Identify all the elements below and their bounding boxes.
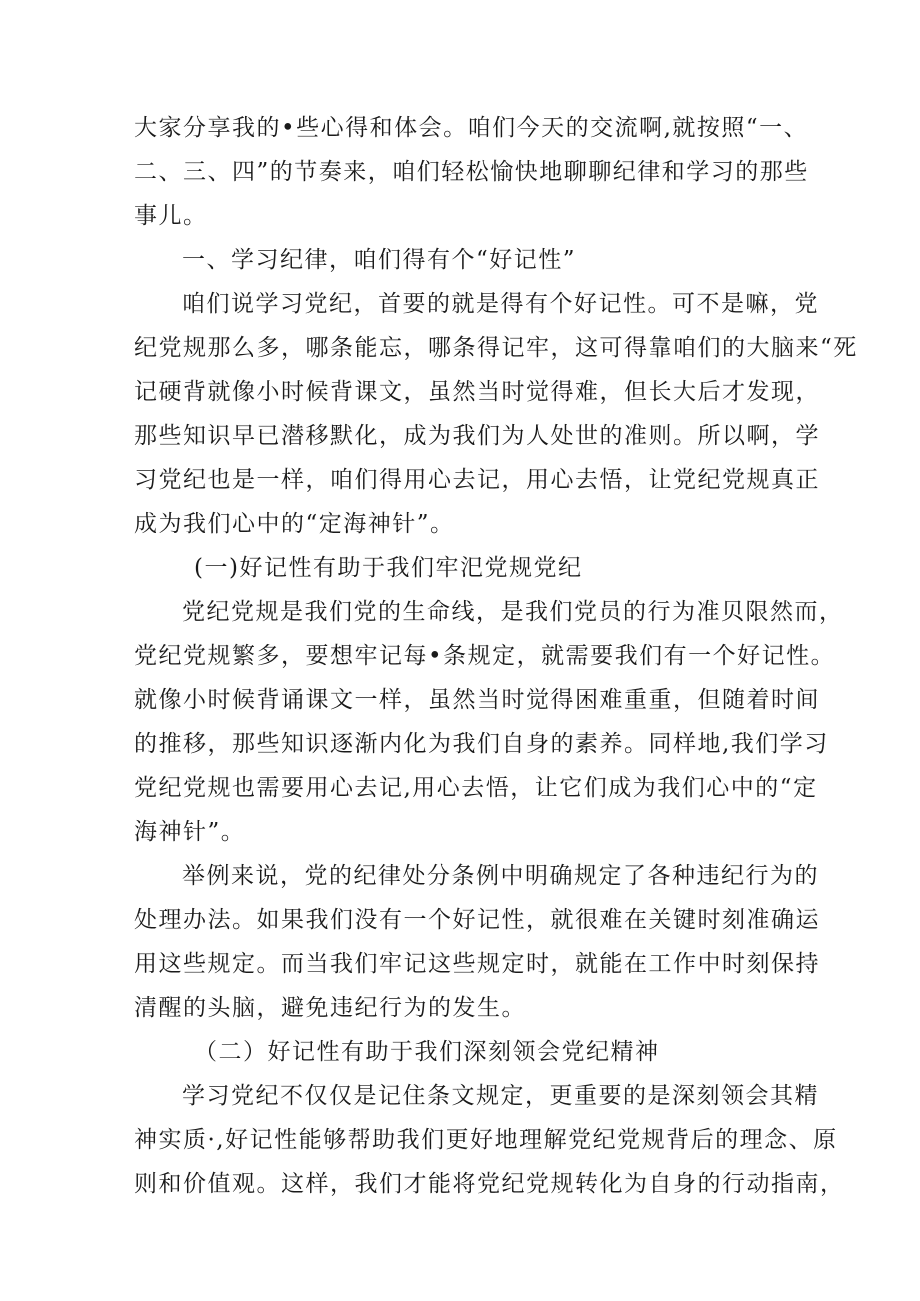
paragraph-line: 咱们说学习党纪，首要的就是得有个好记性。可不是嘛，党: [182, 291, 819, 317]
paragraph-line: 海神针”。: [134, 819, 246, 845]
paragraph-line: 党纪党规是我们党的生命线，是我们党员的行为准贝限然而，: [182, 599, 844, 625]
paragraph-line: 学习党纪不仅仅是记住条文规定，更重要的是深刻领会其精: [182, 1083, 819, 1109]
paragraph-line: 那些知识早已潜移默化，成为我们为人处世的准则。所以啊，学: [134, 423, 820, 449]
paragraph-line: 的推移，那些知识逐渐内化为我们自身的素养。同样地,我们学习: [134, 731, 829, 757]
paragraph-line: 清醒的头脑，避免违纪行为的发生。: [134, 995, 526, 1021]
paragraph-line: 二、三、四”的节奏来，咱们轻松愉快地聊聊纪律和学习的那些: [134, 159, 809, 185]
paragraph-line: 事儿。: [134, 203, 208, 229]
paragraph-line: 记硬背就像小时候背课文，虽然当时觉得难，但长大后才发现，: [134, 379, 820, 405]
paragraph-line: 大家分享我的•些心得和体会。咱们今天的交流啊,就按照“一、: [134, 115, 809, 141]
section-heading: 一、学习纪律，咱们得有个“好记性”: [182, 247, 577, 273]
paragraph-line: 纪党规那么多，哪条能忘，哪条得记牢，这可得靠咱们的大脑来“死: [134, 335, 858, 361]
subsection-heading: （二）好记性有助于我们深刻领会党纪精神: [194, 1039, 660, 1065]
paragraph-line: 就像小时候背诵课文一样，虽然当时觉得困难重重，但随着时间: [134, 687, 820, 713]
paragraph-line: 处理办法。如果我们没有一个好记性，就很难在关键时刻准确运: [134, 907, 820, 933]
paragraph-line: 党纪党规也需要用心去记,用心去悟，让它们成为我们心中的“定: [134, 775, 818, 801]
paragraph-line: 用这些规定。而当我们牢记这些规定时，就能在工作中时刻保持: [134, 951, 820, 977]
paragraph-line: 则和价值观。这样，我们才能将党纪党规转化为自身的行动指南，: [134, 1171, 845, 1197]
subsection-heading: (一)好记性有助于我们牢汜党规党纪: [194, 555, 583, 581]
paragraph-line: 习党纪也是一样，咱们得用心去记，用心去悟，让党纪党规真正: [134, 467, 820, 493]
paragraph-line: 举例来说，党的纪律处分条例中明确规定了各种违纪行为的: [182, 863, 819, 889]
paragraph-line: 党纪党规繁多，要想牢记每•条规定，就需要我们有一个好记性。: [134, 643, 836, 669]
paragraph-line: 成为我们心中的“定海神针”。: [134, 511, 455, 537]
paragraph-line: 神实质·,好记性能够帮助我们更好地理解党纪党规背后的理念、原: [134, 1127, 838, 1153]
